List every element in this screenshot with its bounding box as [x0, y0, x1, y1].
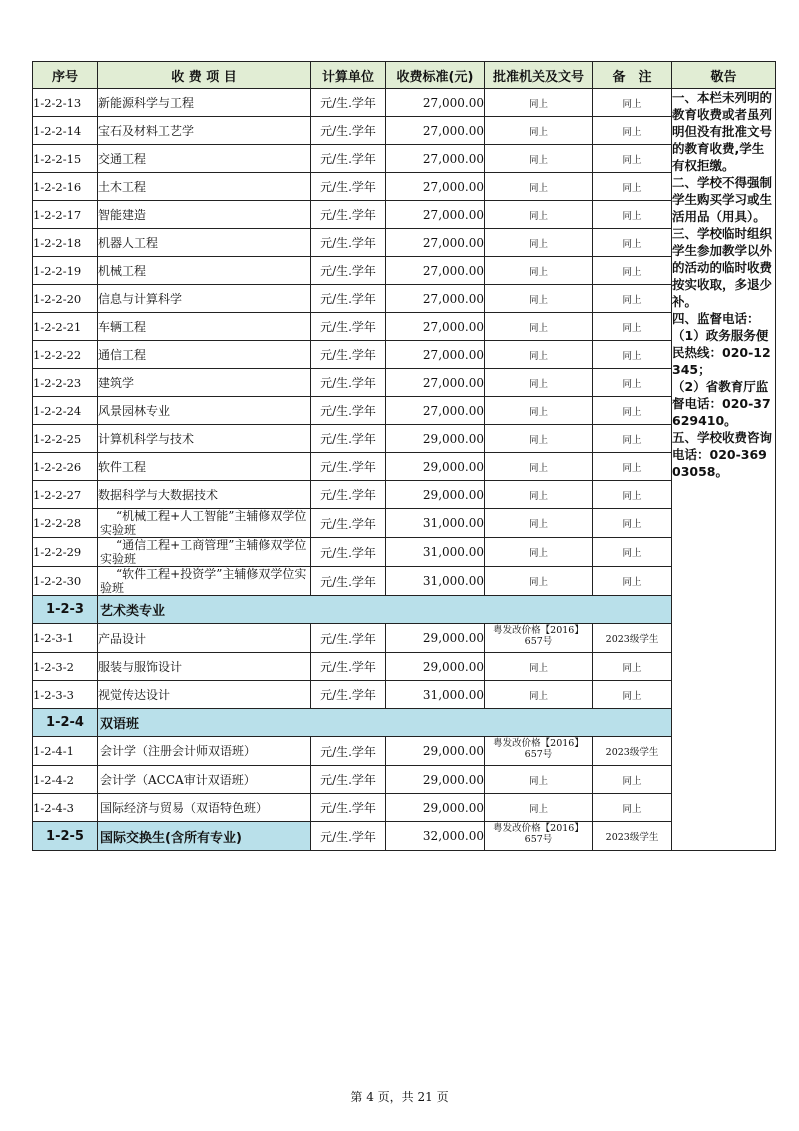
header-standard: 收费标准(元): [386, 62, 485, 89]
table-row: [33, 425, 776, 453]
notice-line: （2）省教育厅监督电话：020-37629410。: [672, 379, 771, 428]
table-row: [33, 538, 776, 567]
header-approval: 批准机关及文号: [485, 62, 593, 89]
row-remark: 2023级学生: [593, 737, 672, 766]
row-unit: 元/生.学年: [311, 509, 386, 538]
row-approval: 同上: [485, 117, 593, 145]
row-remark: 2023级学生: [593, 822, 672, 851]
table-row: [33, 567, 776, 596]
row-approval: 同上: [485, 89, 593, 117]
row-item: 土木工程: [98, 173, 311, 201]
row-amount: 32,000.00: [386, 822, 485, 851]
row-code: 1-2-2-27: [33, 481, 98, 509]
table-row: [33, 89, 776, 117]
row-approval: 同上: [485, 481, 593, 509]
header-notice: 敬告: [672, 62, 776, 89]
row-item: 软件工程: [98, 453, 311, 481]
row-remark: 同上: [593, 509, 672, 538]
row-item: “通信工程+工商管理”主辅修双学位实验班: [98, 538, 311, 567]
row-approval: 同上: [485, 567, 593, 596]
row-item: 服装与服饰设计: [98, 653, 311, 681]
row-unit: 元/生.学年: [311, 538, 386, 567]
row-item: 通信工程: [98, 341, 311, 369]
row-item: 信息与计算科学: [98, 285, 311, 313]
row-code: 1-2-2-14: [33, 117, 98, 145]
row-item: 会计学（注册会计师双语班）: [98, 737, 311, 766]
row-item: 智能建造: [98, 201, 311, 229]
row-unit: 元/生.学年: [311, 653, 386, 681]
row-unit: 元/生.学年: [311, 567, 386, 596]
row-approval: 同上: [485, 145, 593, 173]
row-remark: 同上: [593, 538, 672, 567]
row-approval: 同上: [485, 313, 593, 341]
row-code: 1-2-3-3: [33, 681, 98, 709]
row-code: 1-2-2-21: [33, 313, 98, 341]
section-row-bilingual: [33, 709, 776, 737]
row-unit: 元/生.学年: [311, 369, 386, 397]
row-amount: 27,000.00: [386, 229, 485, 257]
notice-line: 二、学校不得强制学生购买学习或生活用品（用具）。: [672, 175, 773, 224]
row-approval: 同上: [485, 766, 593, 794]
row-remark: 同上: [593, 481, 672, 509]
row-amount: 27,000.00: [386, 397, 485, 425]
row-unit: 元/生.学年: [311, 285, 386, 313]
row-amount: 31,000.00: [386, 567, 485, 596]
row-item: 会计学（ACCA审计双语班）: [98, 766, 311, 794]
row-code: 1-2-2-22: [33, 341, 98, 369]
row-item: 国际经济与贸易（双语特色班）: [98, 794, 311, 822]
row-approval: 粤发改价格【2016】657号: [485, 737, 593, 766]
row-code: 1-2-2-15: [33, 145, 98, 173]
row-unit: 元/生.学年: [311, 624, 386, 653]
section-code: 1-2-5: [33, 822, 98, 851]
row-item: “软件工程+投资学”主辅修双学位实验班: [98, 567, 311, 596]
row-approval: 同上: [485, 425, 593, 453]
row-code: 1-2-2-17: [33, 201, 98, 229]
row-item: 机械工程: [98, 257, 311, 285]
table-row: [33, 509, 776, 538]
table-row: [33, 794, 776, 822]
table-row: [33, 453, 776, 481]
row-unit: 元/生.学年: [311, 794, 386, 822]
row-remark: 同上: [593, 397, 672, 425]
table-row: [33, 173, 776, 201]
row-item: 新能源科学与工程: [98, 89, 311, 117]
section-row-art: [33, 596, 776, 624]
row-code: 1-2-3-2: [33, 653, 98, 681]
row-item: 宝石及材料工艺学: [98, 117, 311, 145]
row-code: 1-2-2-30: [33, 567, 98, 596]
row-amount: 27,000.00: [386, 285, 485, 313]
row-code: 1-2-2-18: [33, 229, 98, 257]
header-item: 收 费 项 目: [98, 62, 311, 89]
row-approval: 粤发改价格【2016】657号: [485, 822, 593, 851]
row-code: 1-2-2-19: [33, 257, 98, 285]
exchange-row: [33, 822, 776, 851]
row-amount: 27,000.00: [386, 145, 485, 173]
section-code: 1-2-4: [33, 709, 98, 737]
row-unit: 元/生.学年: [311, 229, 386, 257]
table-row: [33, 285, 776, 313]
row-unit: 元/生.学年: [311, 201, 386, 229]
table-header: [33, 62, 776, 89]
row-code: 1-2-2-26: [33, 453, 98, 481]
row-remark: 同上: [593, 766, 672, 794]
table-row: [33, 653, 776, 681]
row-remark: 同上: [593, 653, 672, 681]
section-code: 1-2-3: [33, 596, 98, 624]
row-amount: 27,000.00: [386, 257, 485, 285]
row-amount: 29,000.00: [386, 481, 485, 509]
row-item: 机器人工程: [98, 229, 311, 257]
row-remark: 同上: [593, 173, 672, 201]
row-unit: 元/生.学年: [311, 481, 386, 509]
row-code: 1-2-3-1: [33, 624, 98, 653]
row-unit: 元/生.学年: [311, 822, 386, 851]
row-code: 1-2-2-25: [33, 425, 98, 453]
row-amount: 27,000.00: [386, 369, 485, 397]
row-remark: 同上: [593, 285, 672, 313]
row-item: 视觉传达设计: [98, 681, 311, 709]
row-amount: 29,000.00: [386, 624, 485, 653]
row-remark: 同上: [593, 681, 672, 709]
row-amount: 29,000.00: [386, 794, 485, 822]
row-code: 1-2-4-1: [33, 737, 98, 766]
row-remark: 同上: [593, 425, 672, 453]
table-row: [33, 624, 776, 653]
row-item: 国际交换生(含所有专业): [98, 822, 311, 851]
table-row: [33, 117, 776, 145]
notice-line: 五、学校收费咨询电话：020-36903058。: [672, 430, 773, 479]
row-amount: 29,000.00: [386, 766, 485, 794]
row-amount: 27,000.00: [386, 341, 485, 369]
row-code: 1-2-2-29: [33, 538, 98, 567]
row-approval: 同上: [485, 453, 593, 481]
row-unit: 元/生.学年: [311, 173, 386, 201]
row-unit: 元/生.学年: [311, 89, 386, 117]
page-footer: 第 4 页，共 21 页: [350, 1090, 449, 1104]
section-title: 艺术类专业: [98, 596, 672, 624]
row-unit: 元/生.学年: [311, 453, 386, 481]
row-item: 交通工程: [98, 145, 311, 173]
row-remark: 同上: [593, 794, 672, 822]
row-amount: 29,000.00: [386, 425, 485, 453]
row-code: 1-2-2-23: [33, 369, 98, 397]
row-code: 1-2-2-20: [33, 285, 98, 313]
row-unit: 元/生.学年: [311, 681, 386, 709]
row-item: 产品设计: [98, 624, 311, 653]
table-row: [33, 341, 776, 369]
row-amount: 27,000.00: [386, 173, 485, 201]
header-remark: 备 注: [593, 62, 672, 89]
row-approval: 同上: [485, 681, 593, 709]
row-approval: 同上: [485, 173, 593, 201]
row-item: 车辆工程: [98, 313, 311, 341]
row-item: 建筑学: [98, 369, 311, 397]
table-row: [33, 313, 776, 341]
row-item: 数据科学与大数据技术: [98, 481, 311, 509]
notice-line: 一、本栏未列明的教育收费或者虽列明但没有批准文号的教育收费,学生有权拒缴。: [672, 90, 773, 173]
row-remark: 同上: [593, 145, 672, 173]
row-approval: 同上: [485, 341, 593, 369]
header-code: 序号: [33, 62, 98, 89]
row-remark: 2023级学生: [593, 624, 672, 653]
row-unit: 元/生.学年: [311, 145, 386, 173]
row-unit: 元/生.学年: [311, 766, 386, 794]
row-remark: 同上: [593, 567, 672, 596]
table-row: [33, 229, 776, 257]
row-amount: 29,000.00: [386, 653, 485, 681]
table-row: [33, 481, 776, 509]
row-amount: 29,000.00: [386, 453, 485, 481]
header-unit: 计算单位: [311, 62, 386, 89]
row-approval: 粤发改价格【2016】657号: [485, 624, 593, 653]
row-approval: 同上: [485, 397, 593, 425]
row-amount: 27,000.00: [386, 89, 485, 117]
section-title: 双语班: [98, 709, 672, 737]
row-approval: 同上: [485, 369, 593, 397]
table-row: [33, 766, 776, 794]
row-approval: 同上: [485, 285, 593, 313]
row-approval: 同上: [485, 509, 593, 538]
row-unit: 元/生.学年: [311, 341, 386, 369]
row-unit: 元/生.学年: [311, 313, 386, 341]
table-row: [33, 145, 776, 173]
table-row: [33, 257, 776, 285]
row-code: 1-2-2-16: [33, 173, 98, 201]
row-remark: 同上: [593, 89, 672, 117]
row-unit: 元/生.学年: [311, 425, 386, 453]
row-amount: 29,000.00: [386, 737, 485, 766]
notice-line: （1）政务服务便民热线：020-12345；: [672, 328, 771, 377]
row-code: 1-2-2-13: [33, 89, 98, 117]
table-row: [33, 369, 776, 397]
row-amount: 31,000.00: [386, 681, 485, 709]
row-remark: 同上: [593, 257, 672, 285]
row-amount: 31,000.00: [386, 538, 485, 567]
row-code: 1-2-2-28: [33, 509, 98, 538]
row-approval: 同上: [485, 538, 593, 567]
row-remark: 同上: [593, 201, 672, 229]
row-approval: 同上: [485, 653, 593, 681]
row-approval: 同上: [485, 794, 593, 822]
table-row: [33, 397, 776, 425]
row-code: 1-2-2-24: [33, 397, 98, 425]
row-code: 1-2-4-3: [33, 794, 98, 822]
row-unit: 元/生.学年: [311, 117, 386, 145]
row-remark: 同上: [593, 117, 672, 145]
notice-line: 三、学校临时组织学生参加教学以外的活动的临时收费按实收取，多退少补。: [672, 226, 773, 309]
row-amount: 27,000.00: [386, 313, 485, 341]
notice-line: 四、监督电话：: [672, 311, 760, 326]
table-row: [33, 681, 776, 709]
row-approval: 同上: [485, 257, 593, 285]
row-item: 计算机科学与技术: [98, 425, 311, 453]
row-code: 1-2-4-2: [33, 766, 98, 794]
row-amount: 31,000.00: [386, 509, 485, 538]
row-item: “机械工程+人工智能”主辅修双学位实验班: [98, 509, 311, 538]
row-item: 风景园林专业: [98, 397, 311, 425]
row-unit: 元/生.学年: [311, 397, 386, 425]
fee-table: [32, 61, 776, 851]
row-approval: 同上: [485, 201, 593, 229]
row-remark: 同上: [593, 229, 672, 257]
row-unit: 元/生.学年: [311, 257, 386, 285]
row-amount: 27,000.00: [386, 201, 485, 229]
row-unit: 元/生.学年: [311, 737, 386, 766]
row-remark: 同上: [593, 369, 672, 397]
notice-panel: [672, 89, 776, 851]
row-approval: 同上: [485, 229, 593, 257]
row-remark: 同上: [593, 341, 672, 369]
row-remark: 同上: [593, 313, 672, 341]
table-row: [33, 201, 776, 229]
row-remark: 同上: [593, 453, 672, 481]
table-row: [33, 737, 776, 766]
row-amount: 27,000.00: [386, 117, 485, 145]
